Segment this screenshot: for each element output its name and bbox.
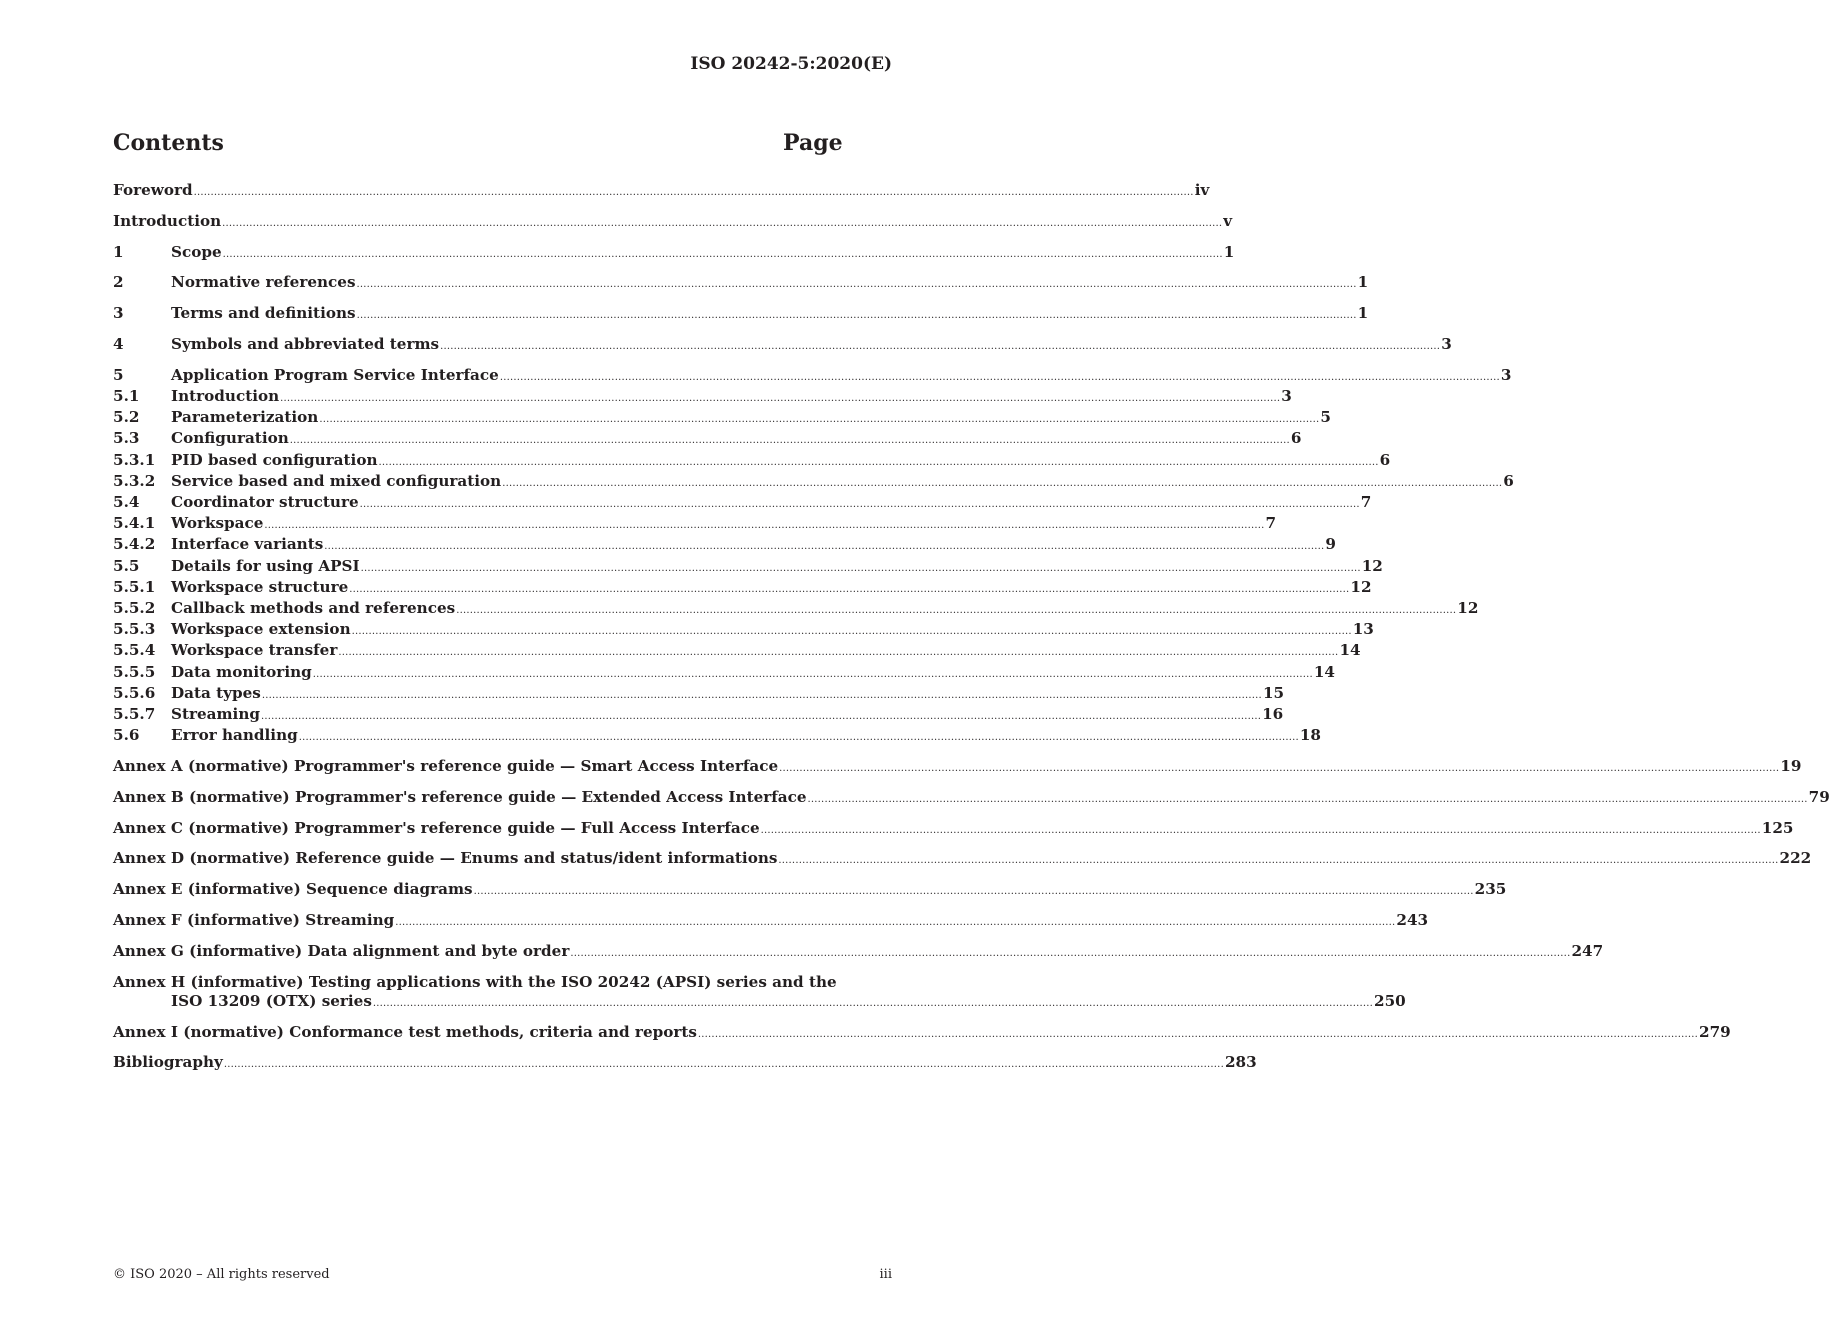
toc-entry-5-4[interactable]: 5.4 Coordinator structure ..... 7 (113, 493, 851, 514)
toc-entry-4[interactable]: 4 Symbols and abbreviated terms ..... 3 (113, 335, 851, 356)
toc-entry-5-5-1[interactable]: 5.5.1 Workspace structure ..... 12 (113, 578, 851, 599)
table-of-contents (113, 181, 1830, 1075)
toc-entry-bibliography[interactable]: Bibliography ..... 283 (113, 1053, 851, 1074)
toc-entry-5-1[interactable]: 5.1 Introduction ..... 3 (113, 387, 851, 408)
toc-entry-5-3-2[interactable]: 5.3.2 Service based and mixed configuration ..... 6 (113, 472, 851, 493)
toc-entry-5-5[interactable]: 5.5 Details for using APSI ..... 12 (113, 557, 851, 578)
toc-entry-5-3-1[interactable]: 5.3.1 PID based configuration ..... 6 (113, 451, 851, 472)
toc-entry-5[interactable]: 5 Application Program Service Interface ..... 3 (113, 366, 851, 387)
toc-entry-5-3[interactable]: 5.3 Configuration ..... 6 (113, 429, 851, 450)
page-number: iii (879, 1267, 892, 1282)
toc-entry-foreword[interactable]: Foreword ..... iv (113, 181, 851, 202)
toc-entry-5-6[interactable]: 5.6 Error handling ..... 18 (113, 726, 851, 747)
page-column-heading: Page (783, 130, 843, 156)
toc-entry-5-4-2[interactable]: 5.4.2 Interface variants ..... 9 (113, 535, 851, 556)
toc-entry-annex-f[interactable]: Annex F (informative) Streaming ..... 243 (113, 911, 851, 932)
toc-entry-annex-b[interactable]: Annex B (normative) Programmer's reference guide — Extended Access Interface ..... 79 (113, 788, 851, 809)
toc-entry-annex-d[interactable]: Annex D (normative) Reference guide — Enums and status/ident informations ..... 222 (113, 849, 851, 870)
toc-entry-1[interactable]: 1 Scope ..... 1 (113, 243, 851, 264)
toc-entry-5-5-2[interactable]: 5.5.2 Callback methods and references ..... 12 (113, 599, 851, 620)
toc-entry-annex-i[interactable]: Annex I (normative) Conformance test methods, criteria and reports ..... 279 (113, 1023, 851, 1044)
toc-entry-annex-a[interactable]: Annex A (normative) Programmer's reference guide — Smart Access Interface ..... 19 (113, 757, 851, 778)
toc-entry-5-5-3[interactable]: 5.5.3 Workspace extension ..... 13 (113, 620, 851, 641)
toc-entry-5-4-1[interactable]: 5.4.1 Workspace ..... 7 (113, 514, 851, 535)
toc-entry-5-5-4[interactable]: 5.5.4 Workspace transfer ..... 14 (113, 641, 851, 662)
document-id: ISO 20242-5:2020(E) (690, 54, 892, 74)
toc-entry-2[interactable]: 2 Normative references ..... 1 (113, 273, 851, 294)
contents-heading: Contents (113, 130, 224, 156)
toc-entry-annex-e[interactable]: Annex E (informative) Sequence diagrams ..... 235 (113, 880, 851, 901)
toc-entry-5-5-6[interactable]: 5.5.6 Data types ..... 15 (113, 684, 851, 705)
copyright-notice: © ISO 2020 – All rights reserved (113, 1267, 330, 1282)
toc-entry-annex-c[interactable]: Annex C (normative) Programmer's reference guide — Full Access Interface ..... 125 (113, 819, 851, 840)
toc-entry-introduction[interactable]: Introduction ..... v (113, 212, 851, 233)
toc-entry-5-5-5[interactable]: 5.5.5 Data monitoring ..... 14 (113, 663, 851, 684)
toc-entry-5-5-7[interactable]: 5.5.7 Streaming ..... 16 (113, 705, 851, 726)
toc-entry-3[interactable]: 3 Terms and definitions ..... 1 (113, 304, 851, 325)
toc-entry-annex-h[interactable]: Annex H (informative) Testing applications with the ISO 20242 (APSI) series and the ISO 13209 (OTX) series ..... 250 (113, 973, 851, 1013)
toc-entry-annex-g[interactable]: Annex G (informative) Data alignment and byte order ..... 247 (113, 942, 851, 963)
toc-entry-5-2[interactable]: 5.2 Parameterization ..... 5 (113, 408, 851, 429)
